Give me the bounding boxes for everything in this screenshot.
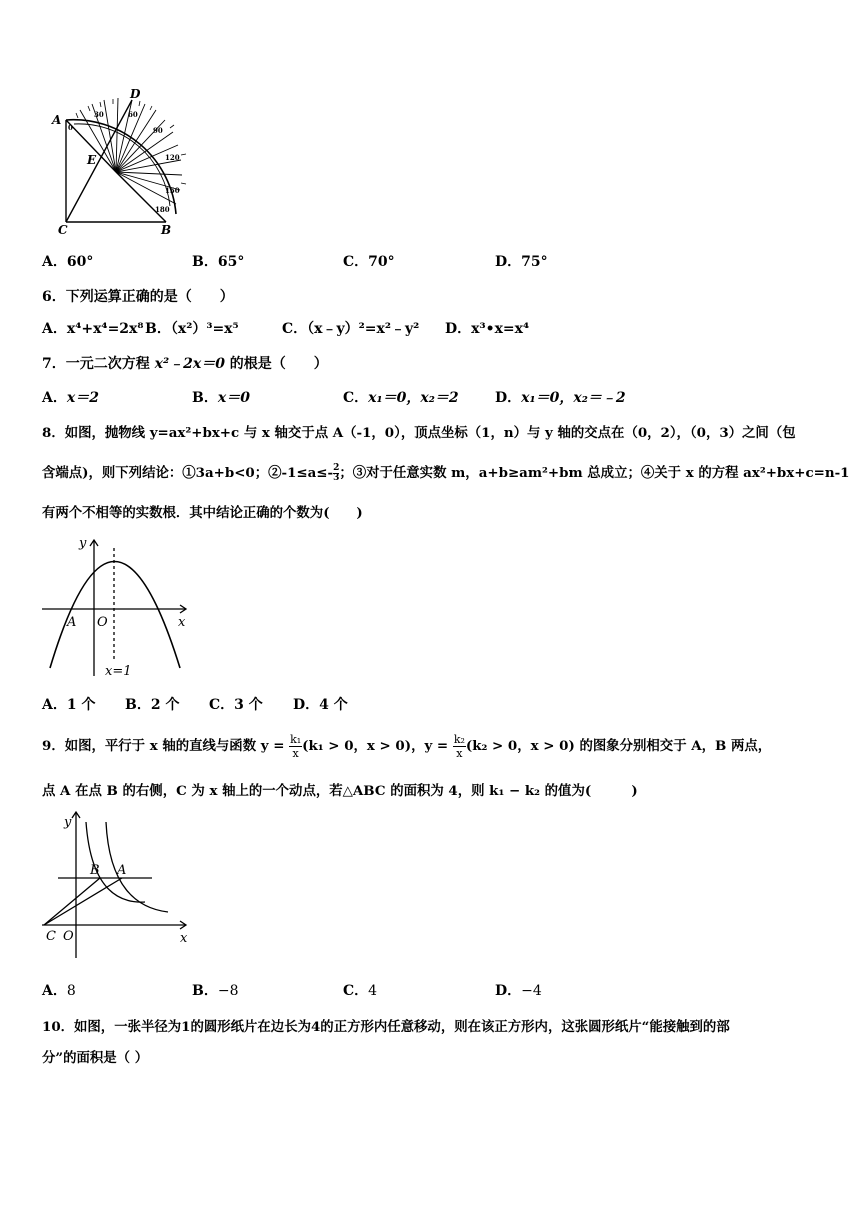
graph9-B-label: B bbox=[90, 863, 100, 878]
scale-150: 150 bbox=[165, 186, 180, 195]
q8-option-b[interactable]: B．2 个 bbox=[125, 697, 180, 713]
q9-option-c[interactable]: C．4 bbox=[343, 983, 378, 999]
q8-option-a[interactable]: A．1 个 bbox=[42, 697, 96, 713]
q9-option-b[interactable]: B．−8 bbox=[192, 983, 239, 999]
scale-60: 60 bbox=[128, 110, 138, 119]
graph9-C-label: C bbox=[46, 929, 56, 944]
q9-line-2: 点 A 在点 B 的右侧，C 为 x 轴上的一个动点，若△ABC 的面积为 4，则 k₁ − k₂ 的值为( ) bbox=[42, 783, 638, 799]
q8-option-c[interactable]: C．3 个 bbox=[209, 697, 263, 713]
q5-option-c[interactable]: C．70° bbox=[343, 254, 395, 270]
q7-option-c[interactable]: C．x₁＝0，x₂＝2 bbox=[343, 390, 459, 406]
q8-line-2: 含端点)，则下列结论：①3a+b<0；②-1≤a≤- $\frac{2}{3}$ ；③对于任意实数 m，a+b≥am²+bm 总成立；④关于 x 的方程 ax²+bx+c=n-1 bbox=[42, 463, 850, 483]
q10-line-2: 分”的面积是（ ） bbox=[42, 1050, 149, 1066]
parabola-graph bbox=[38, 530, 198, 680]
q7-stem: 7．一元二次方程 x²﹣2x＝0 的根是（ ） bbox=[42, 356, 328, 372]
q6-stem: 6．下列运算正确的是（ ） bbox=[42, 289, 234, 305]
label-D: D bbox=[130, 88, 141, 101]
scale-90: 90 bbox=[153, 126, 163, 135]
protractor-figure bbox=[48, 88, 198, 238]
scale-120: 120 bbox=[165, 153, 180, 162]
q9-option-d[interactable]: D．−4 bbox=[495, 983, 542, 999]
q6-option-b[interactable]: B．（x²）³=x⁵ bbox=[145, 321, 239, 337]
graph8-O-label: O bbox=[97, 615, 108, 630]
q6-option-a[interactable]: A．x⁴+x⁴=2x⁸ bbox=[42, 321, 144, 337]
graph8-A-label: A bbox=[67, 615, 77, 630]
scale-0: 0 bbox=[68, 123, 73, 132]
label-E: E bbox=[87, 153, 97, 167]
label-C: C bbox=[58, 223, 68, 237]
scale-180: 180 bbox=[155, 205, 170, 214]
label-B: B bbox=[161, 223, 172, 237]
q8-line-1: 8．如图，抛物线 y=ax²+bx+c 与 x 轴交于点 A（-1，0），顶点坐标（1，n）与 y 轴的交点在（0，2），（0，3）之间（包 bbox=[42, 425, 796, 441]
graph9-A-label: A bbox=[117, 863, 127, 878]
q7-option-b[interactable]: B．x＝0 bbox=[192, 390, 250, 406]
label-A: A bbox=[52, 113, 62, 127]
scale-30: 30 bbox=[94, 110, 104, 119]
q9-option-a[interactable]: A．8 bbox=[42, 983, 76, 999]
q6-option-d[interactable]: D．x³•x=x⁴ bbox=[445, 321, 530, 337]
q5-option-a[interactable]: A．60° bbox=[42, 254, 94, 270]
graph9-x-label: x bbox=[180, 931, 188, 946]
q8-line-3: 有两个不相等的实数根．其中结论正确的个数为( ) bbox=[42, 505, 363, 521]
graph8-axis-label: x=1 bbox=[105, 664, 132, 679]
hyperbola-graph bbox=[38, 808, 198, 958]
q10-line-1: 10．如图，一张半径为1的圆形纸片在边长为4的正方形内任意移动，则在该正方形内，这张圆形纸片“能接触到的部 bbox=[42, 1019, 730, 1035]
graph8-x-label: x bbox=[178, 615, 186, 630]
q6-option-c[interactable]: C．（x﹣y）²=x²﹣y² bbox=[282, 321, 420, 337]
graph9-O-label: O bbox=[63, 929, 74, 944]
graph8-y-label: y bbox=[79, 536, 87, 551]
q9-line-1: 9．如图，平行于 x 轴的直线与函数 y = $\frac{\text{k₁}}{x}$ (k₁ > 0，x > 0)，y = $\frac{\text{k₂}}{x}$ (k₂ > 0，x > 0) 的图象分别相交于 A，B 两点， bbox=[42, 733, 772, 760]
q5-option-b[interactable]: B．65° bbox=[192, 254, 245, 270]
q7-option-a[interactable]: A．x＝2 bbox=[42, 390, 99, 406]
graph9-y-label: y bbox=[64, 815, 72, 830]
q8-option-d[interactable]: D．4 个 bbox=[293, 697, 348, 713]
q5-option-d[interactable]: D．75° bbox=[495, 254, 548, 270]
q7-option-d[interactable]: D．x₁＝0，x₂＝﹣2 bbox=[495, 390, 626, 406]
